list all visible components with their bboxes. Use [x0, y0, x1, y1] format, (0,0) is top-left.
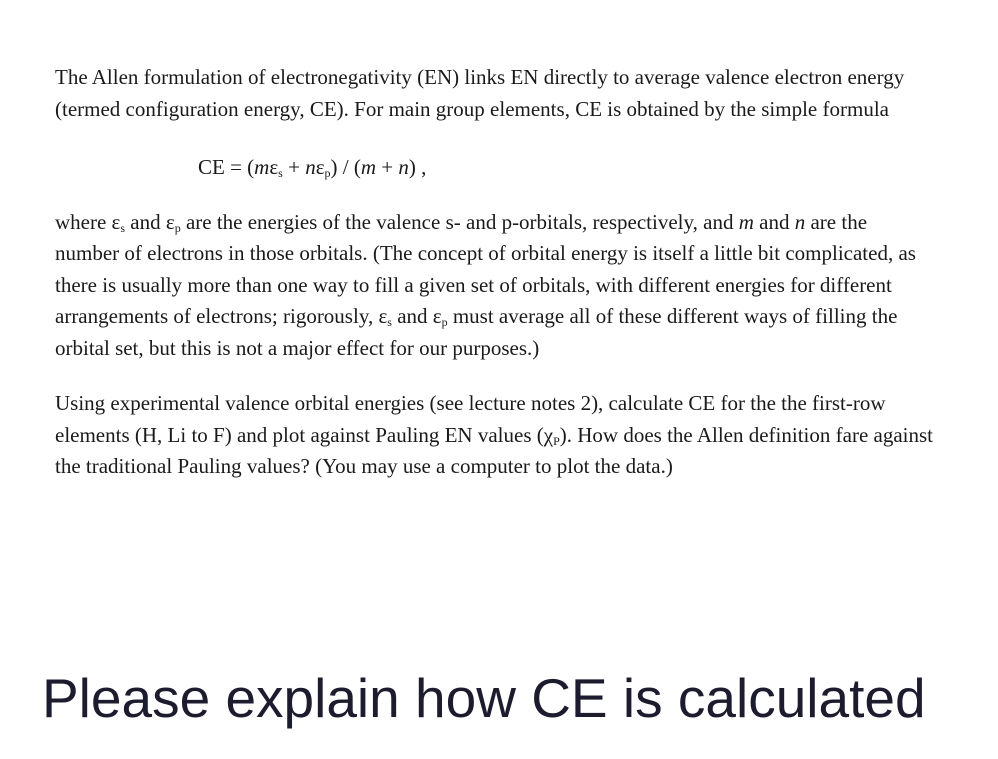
text-segment: must average all of these different ways of filling the orbital set, but this is not a major effect for our purposes.) — [55, 304, 898, 360]
formula-epsilon-p: ε — [315, 155, 325, 179]
text-segment: Using experimental valence orbital energies (see lecture notes 2), calculate CE for the the first-row elements (H, Li to F) and plot against Pauling EN values (χ — [55, 391, 886, 447]
text-segment: where ε — [55, 209, 121, 234]
text-segment: and ε — [125, 209, 175, 234]
subscript-s: s — [387, 315, 392, 329]
formula-m-denominator: m — [360, 155, 377, 179]
formula-divide: ) / ( — [330, 155, 361, 179]
formula-sub-s: s — [278, 166, 283, 180]
ce-formula — [198, 152, 935, 184]
formula-sub-p: p — [324, 166, 331, 180]
question-caption: Please explain how CE is calculated — [42, 667, 926, 729]
definitions-paragraph — [55, 207, 935, 365]
subscript-chi-p: P — [553, 433, 560, 448]
subscript-p: p — [441, 315, 448, 329]
subscript-p: p — [174, 220, 181, 235]
formula-lhs: CE = ( — [198, 155, 255, 179]
text-segment: and ε — [391, 304, 442, 328]
formula-n: n — [305, 155, 316, 179]
intro-paragraph: The Allen formulation of electronegativity (EN) links EN directly to average valence electron energy (termed configuration energy, CE). For main group elements, CE is obtained by the simple formula — [55, 65, 905, 121]
variable-n: n — [794, 209, 806, 234]
text-segment: and — [753, 209, 795, 234]
formula-plus: + — [282, 155, 306, 179]
formula-m: m — [254, 155, 270, 179]
task-paragraph — [55, 388, 935, 483]
subscript-s: s — [120, 220, 126, 235]
formula-epsilon-s: ε — [269, 155, 279, 179]
text-segment: are the number of electrons in those orbitals. (The concept of orbital energy is itself a little bit complicated, as there is usually more than one way to fill a given set of orbitals, with different energies for different arrangements of electrons; rigorously, ε — [55, 209, 916, 328]
text-segment: are the energies of the valence s- and p-orbitals, respectively, and — [180, 209, 739, 234]
text-segment: ). How does the Allen definition fare against the traditional Pauling values? (You may use a computer to plot the data.) — [55, 422, 933, 478]
formula-n-denominator: n — [398, 155, 409, 179]
document-body — [55, 62, 935, 483]
formula-plus-denominator: + — [376, 155, 399, 179]
variable-m: m — [738, 209, 754, 234]
formula-end: ) , — [408, 155, 427, 179]
